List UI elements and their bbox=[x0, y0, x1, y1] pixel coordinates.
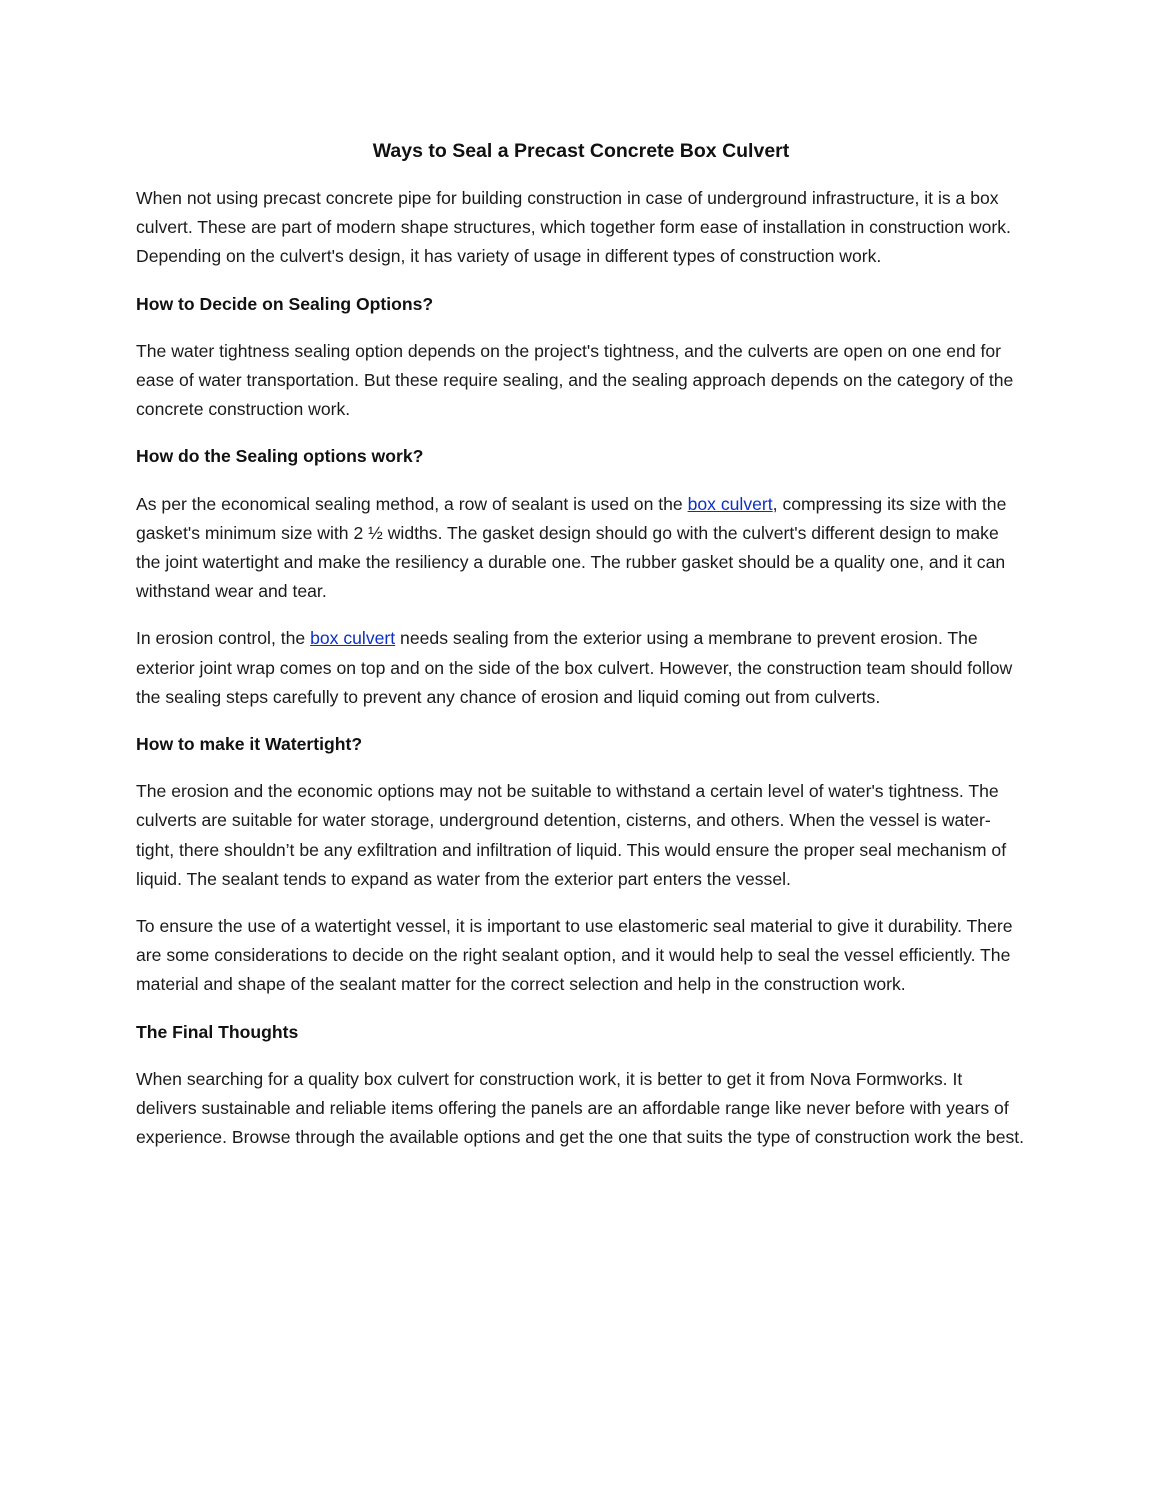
text-span: In erosion control, the bbox=[136, 628, 311, 649]
sealing-work-paragraph-1 bbox=[136, 490, 1026, 607]
watertight-paragraph-1: The erosion and the economic options may not be suitable to withstand a certain level of water's tightness. The culverts are suitable for water storage, underground detention, cisterns, and others. When the vessel is water-tight, there shouldn’t be any exfiltration and infiltration of liquid. This would ensure the proper seal mechanism of liquid. The sealant tends to expand as water from the exterior part enters the vessel. bbox=[136, 781, 1007, 889]
sealing-work-paragraph-2 bbox=[136, 624, 1026, 712]
text-span: , compressing its size with the gasket's minimum size with 2 ½ widths. The gasket design should go with the culvert's different design to make the joint watertight and make the resiliency a durable one. The rubber gasket should be a quality one, and it can withstand wear and tear. bbox=[136, 493, 1007, 602]
document-title: Ways to Seal a Precast Concrete Box Culvert bbox=[372, 140, 790, 162]
section-heading-final-thoughts: The Final Thoughts bbox=[136, 1021, 299, 1042]
box-culvert-link[interactable]: box culvert bbox=[310, 628, 396, 649]
watertight-paragraph-2: To ensure the use of a watertight vessel, it is important to use elastomeric seal material to give it durability. There are some considerations to decide on the right sealant option, and it would help to seal the vessel efficiently. The material and shape of the sealant matter for the correct selection and help in the construction work. bbox=[136, 916, 1013, 995]
box-culvert-link[interactable]: box culvert bbox=[687, 493, 773, 514]
text-span: needs sealing from the exterior using a membrane to prevent erosion. The exterior joint wrap comes on top and on the side of the box culvert. However, the construction team should follow the sealing steps carefully to prevent any chance of erosion and liquid coming out from culverts. bbox=[136, 628, 1013, 707]
intro-paragraph: When not using precast concrete pipe for building construction in case of underground infrastructure, it is a box culvert. These are part of modern shape structures, which together form ease of installation in construction work. Depending on the culvert's design, it has variety of usage in different types of construction work. bbox=[136, 188, 1011, 267]
section-heading-watertight: How to make it Watertight? bbox=[136, 734, 363, 755]
final-thoughts-paragraph: When searching for a quality box culvert for construction work, it is better to get it from Nova Formworks. It delivers sustainable and reliable items offering the panels are an affordable range like never before with years of experience. Browse through the available options and get the one that suits the type of construction work the best. bbox=[136, 1068, 1025, 1148]
text-span: As per the economical sealing method, a row of sealant is used on the bbox=[136, 493, 688, 514]
document-page bbox=[136, 136, 1026, 1170]
sealing-options-paragraph: The water tightness sealing option depends on the project's tightness, and the culverts are open on one end for ease of water transportation. But these require sealing, and the sealing approach depends on the category of the concrete construction work. bbox=[136, 340, 1014, 420]
section-heading-sealing-work: How do the Sealing options work? bbox=[136, 446, 424, 467]
section-heading-sealing-options: How to Decide on Sealing Options? bbox=[136, 293, 434, 314]
